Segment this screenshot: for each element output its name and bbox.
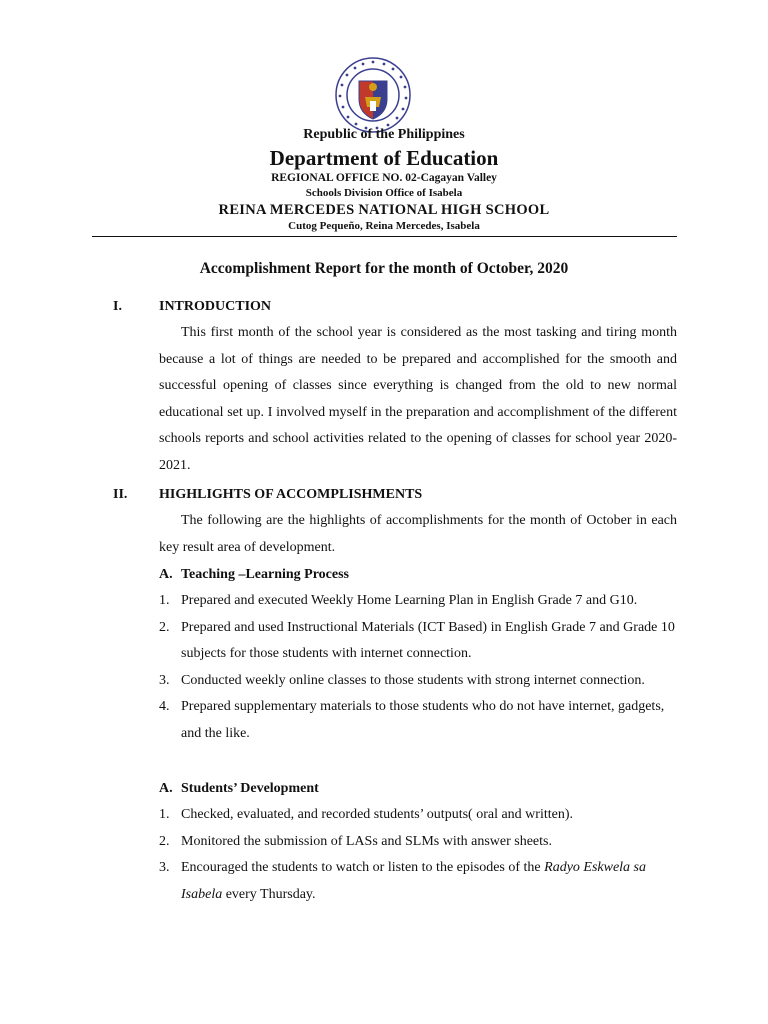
teaching-learning-list: [159, 588, 677, 748]
header-department: Department of Education: [269, 146, 499, 170]
subsection-teaching-learning: [159, 567, 349, 583]
subsection-letter: A.: [159, 567, 173, 582]
list-item: [159, 694, 677, 747]
list-item-number: 4.: [159, 699, 170, 715]
list-item-number: 2.: [159, 833, 170, 849]
subsection-letter: A.: [159, 781, 173, 796]
list-item-text: Prepared and executed Weekly Home Learning Plan in English Grade 7 and G10.: [181, 593, 638, 608]
list-item-text: Checked, evaluated, and recorded students’ outputs( oral and written).: [181, 807, 573, 822]
list-item-number: 1.: [159, 593, 170, 608]
list-item: [159, 855, 677, 908]
report-title: Accomplishment Report for the month of October, 2020: [199, 260, 569, 277]
list-item-text: Conducted weekly online classes to those students with strong internet connection.: [181, 672, 645, 688]
header-republic: Republic of the Philippines: [303, 127, 465, 142]
radio-program-name: Radyo Eskwela sa Isabela: [181, 860, 647, 902]
students-development-list: [159, 802, 677, 908]
list-item-text: Prepared and used Instructional Materials (ICT Based) in English Grade 7 and Grade 10 subjects for those students with internet connection.: [181, 619, 675, 662]
list-item-text: Encouraged the students to watch or listen to the episodes of the: [181, 860, 545, 876]
header-divider: [92, 236, 677, 237]
list-item-number: 3.: [159, 860, 170, 876]
list-item: [159, 802, 677, 829]
list-item: [159, 668, 677, 695]
list-item: [159, 588, 677, 615]
list-item: [159, 829, 677, 856]
list-item-text: Monitored the submission of LASs and SLMs with answer sheets.: [181, 833, 552, 849]
list-item-number: 1.: [159, 807, 170, 822]
section2-number: II.: [113, 487, 128, 502]
list-item: [159, 615, 677, 668]
subsection-label: Teaching –Learning Process: [181, 567, 350, 582]
section1-number: I.: [113, 299, 122, 314]
header-address: Cutog Pequeño, Reina Mercedes, Isabela: [288, 220, 480, 232]
header-school: REINA MERCEDES NATIONAL HIGH SCHOOL: [218, 202, 550, 218]
section2-paragraph: The following are the highlights of accomplishments for the month of October in each key result area of development.: [159, 513, 677, 555]
list-item-number: 3.: [159, 672, 170, 688]
subsection-students-development: [159, 781, 319, 797]
list-item-text: Prepared supplementary materials to those students who do not have internet, gadgets, and the like.: [181, 699, 665, 741]
section1-title: INTRODUCTION: [159, 299, 272, 314]
list-item-number: 2.: [159, 619, 170, 635]
list-item-text-end: every Thursday.: [222, 886, 316, 902]
deped-seal-icon: [335, 57, 411, 133]
section1-paragraph: This first month of the school year is considered as the most tasking and tiring month because a lot of things are needed to be prepared and accomplished for the smooth and successful opening of classes since everything is changed from the old to new normal educational set up. I involved myself in the preparation and accomplishment of the different schools reports and school activities related to the opening of classes for school year 2020-2021.: [159, 325, 677, 473]
header-division-office: Schools Division Office of Isabela: [305, 187, 463, 199]
subsection-label: Students’ Development: [181, 781, 319, 796]
section2-title: HIGHLIGHTS OF ACCOMPLISHMENTS: [159, 487, 423, 502]
header-regional-office: REGIONAL OFFICE NO. 02-Cagayan Valley: [271, 172, 497, 184]
